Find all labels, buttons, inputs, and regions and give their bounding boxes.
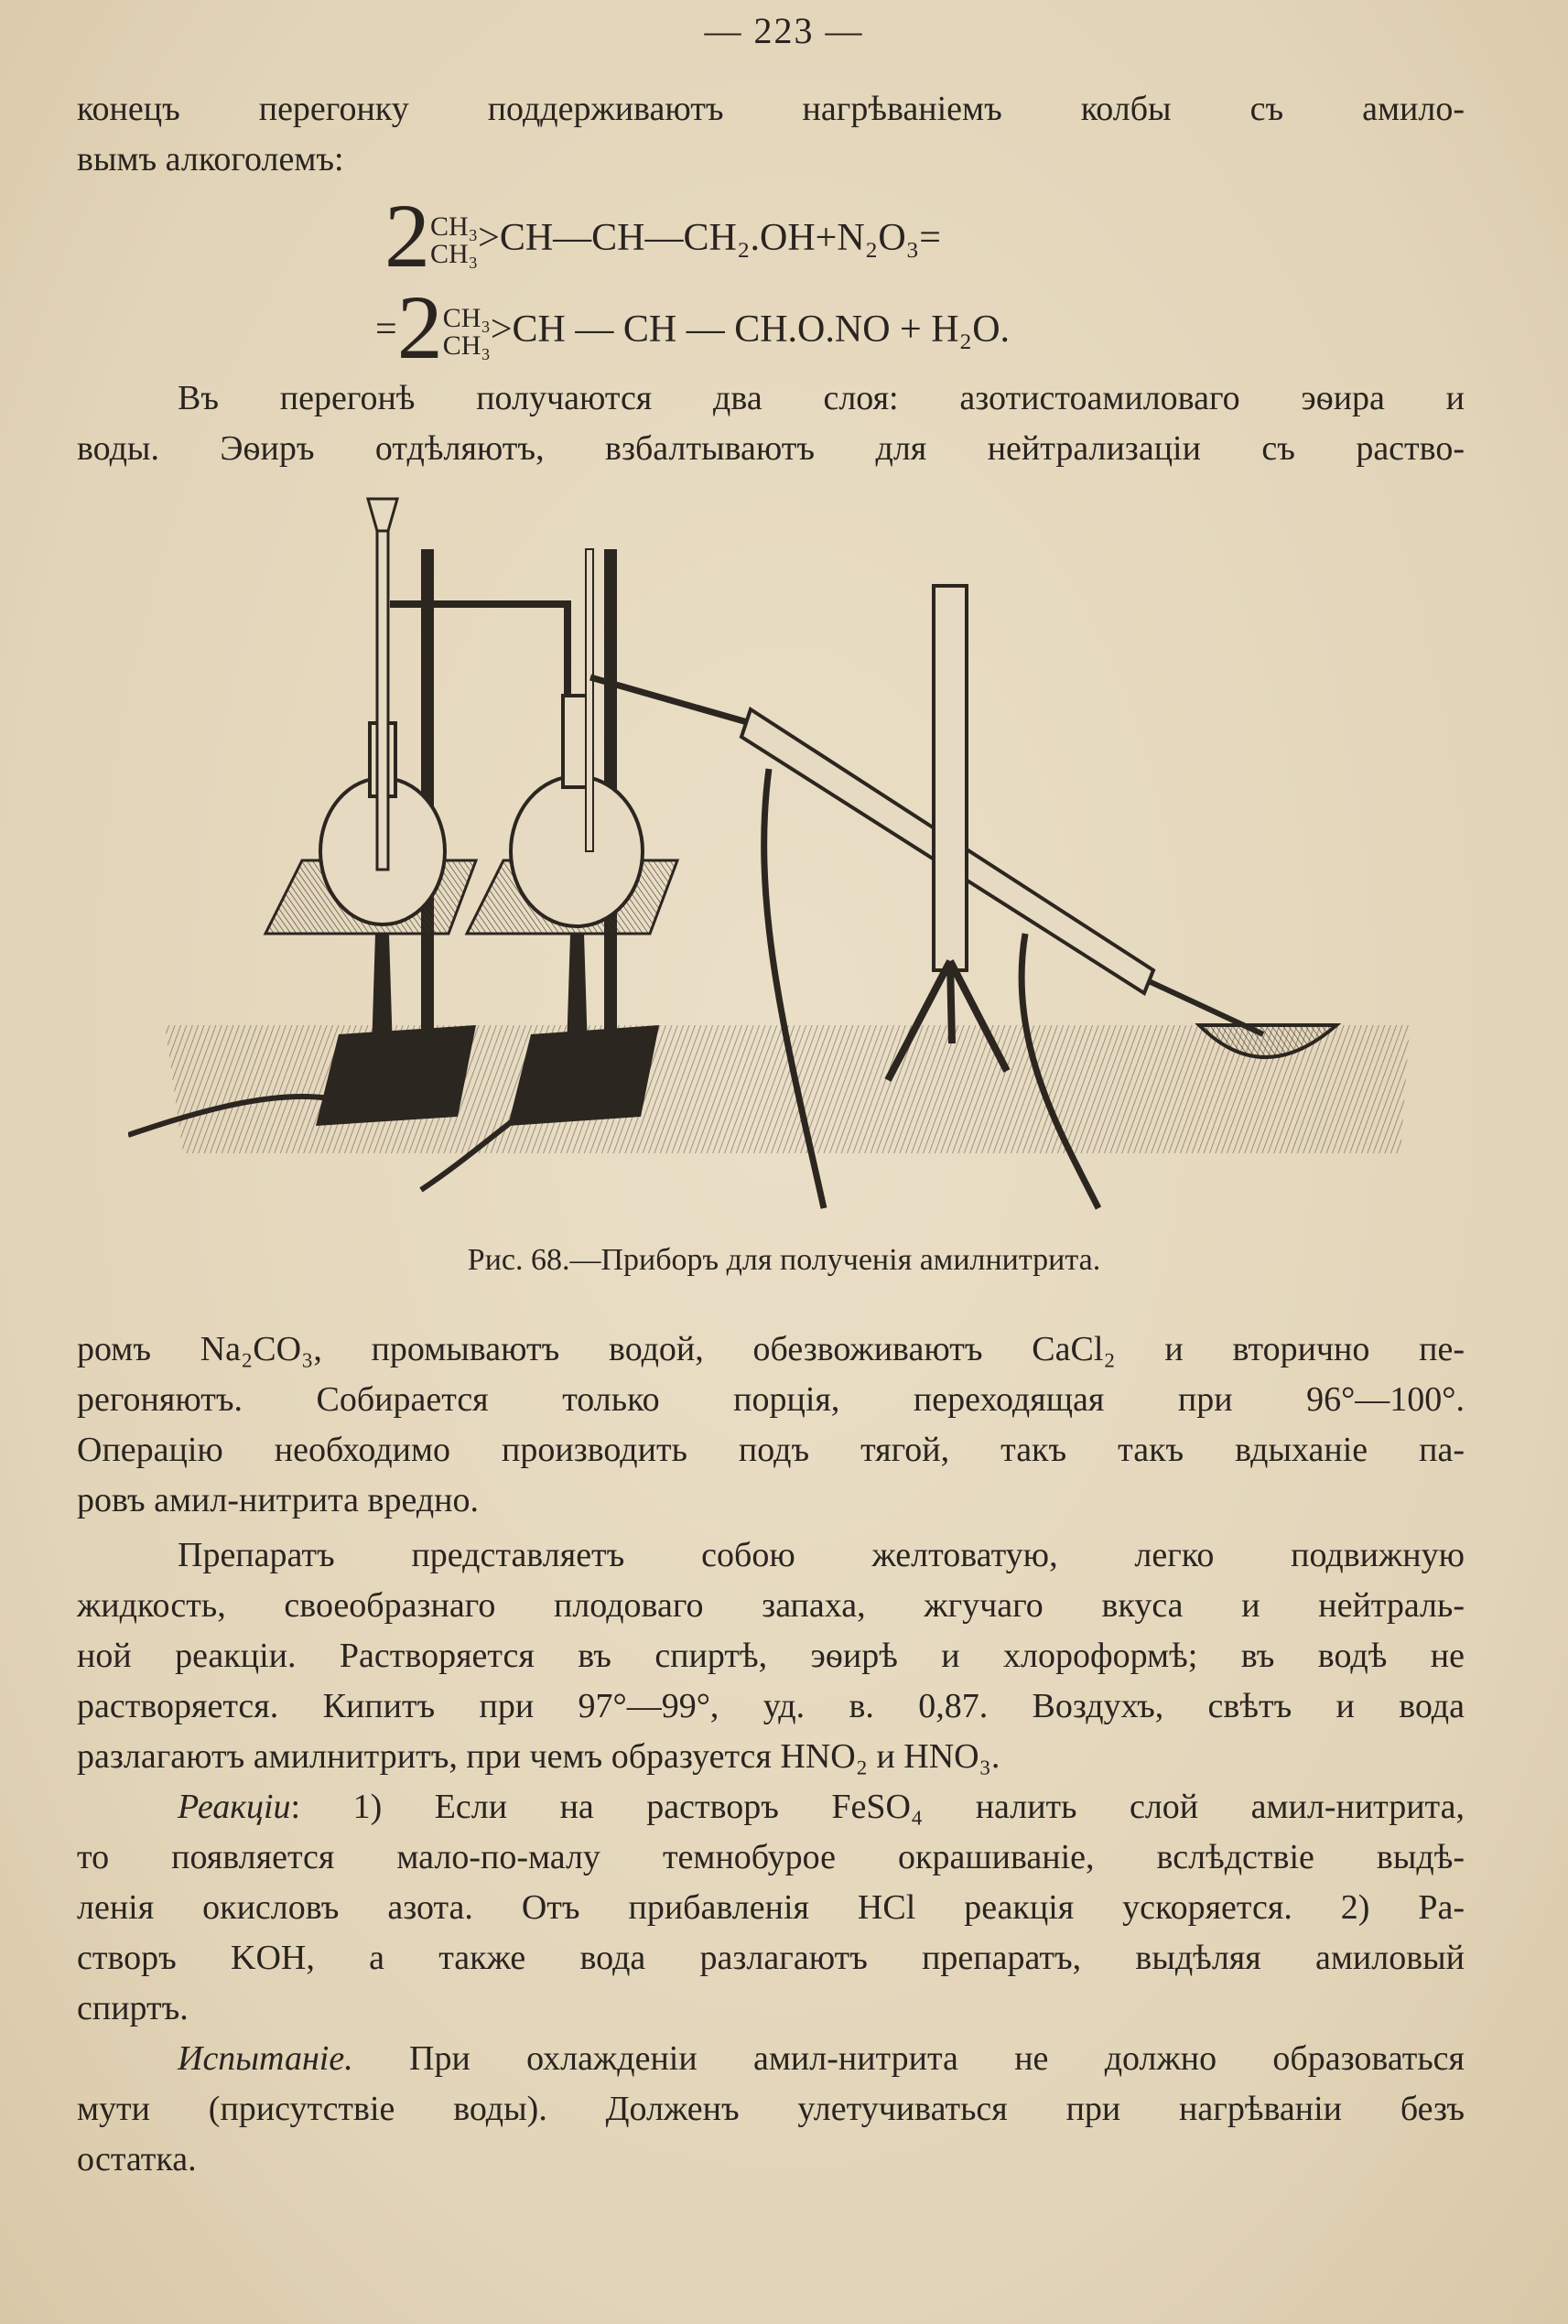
- burner-2: [566, 934, 589, 1080]
- formula-coefficient: 2: [396, 276, 443, 378]
- formula-stack-bottom: CH₃: [442, 330, 491, 362]
- paragraph-line: ной реакціи. Растворяется въ спиртѣ, эѳирѣ и хлороформѣ; въ водѣ не: [77, 1637, 1465, 1675]
- formula-rest: >CH—CH—CH₂.OH+N₂O₃=: [478, 217, 941, 259]
- stand-base-1: [316, 1025, 476, 1126]
- paragraph-line: конецъ перегонку поддерживаютъ нагрѣваніемъ колбы съ амило-: [77, 90, 1465, 128]
- paragraph-line: ленія окисловъ азота. Отъ прибавленія HCl реакція ускоряется. 2) Ра-: [77, 1888, 1465, 1927]
- formula-coefficient: 2: [384, 185, 430, 286]
- paragraph-line: регоняютъ. Собирается только порція, переходящая при 96°—100°.: [77, 1380, 1465, 1419]
- paragraph-text: : 1) Если на растворъ FeSO₄ налить слой амил-нитрита,: [290, 1788, 1465, 1826]
- paragraph-text: При охлажденіи амил-нитрита не должно образоваться: [352, 2039, 1465, 2078]
- paragraph-line: Въ перегонѣ получаются два слоя: азотистоамиловаго эѳира и: [178, 379, 1465, 417]
- test-label: Испытаніе.: [178, 2039, 353, 2078]
- paragraph-line: спиртъ.: [77, 1989, 189, 2027]
- paragraph-line: вымъ алкоголемъ:: [77, 140, 344, 178]
- flask-2: [511, 776, 643, 926]
- paragraph-line: остатка.: [77, 2140, 197, 2178]
- burner-1: [371, 934, 394, 1080]
- formula-rest: >CH — CH — CH.O.NO + H₂O.: [490, 308, 1011, 351]
- apparatus-illustration: [128, 494, 1428, 1217]
- figure-caption: Рис. 68.—Приборъ для полученія амилнитрита.: [467, 1243, 1101, 1277]
- reactions-label: Реакціи: [178, 1788, 291, 1826]
- formula-line-2: [375, 275, 1010, 380]
- formula-stack: [430, 213, 478, 268]
- funnel-top: [368, 499, 397, 531]
- formula-prefix: =: [375, 308, 397, 351]
- paragraph-line: ровъ амил-нитрита вредно.: [77, 1481, 480, 1519]
- funnel-tube: [377, 503, 388, 870]
- formula-line-1: [384, 183, 941, 288]
- paragraph-line: створъ KOH, а также вода разлагаютъ препаратъ, выдѣляя амиловый: [77, 1939, 1465, 1977]
- connecting-tube: [390, 604, 568, 714]
- formula-stack-bottom: CH₃: [430, 239, 479, 270]
- paragraph-line: Операцію необходимо производить подъ тягой, такъ такъ вдыханіе па-: [77, 1431, 1465, 1469]
- paragraph-line: то появляется мало-по-малу темнобурое окрашиваніе, вслѣдствіе выдѣ-: [77, 1838, 1465, 1876]
- formula-stack-top: CH₃: [442, 303, 491, 334]
- thermometer: [586, 549, 593, 851]
- receiver-stand: [934, 586, 967, 970]
- formula-stack-top: CH₃: [430, 211, 479, 243]
- paragraph-line: [77, 2034, 1465, 2084]
- formula-stack: [443, 305, 491, 360]
- paragraph-line: растворяется. Кипитъ при 97°—99°, уд. в. 0,87. Воздухъ, свѣтъ и вода: [77, 1687, 1465, 1725]
- paragraph-line: воды. Эѳиръ отдѣляютъ, взбалтываютъ для нейтрализаціи съ раство-: [77, 429, 1465, 468]
- page-number: — 223 —: [704, 10, 864, 51]
- paragraph-line: ромъ Na₂CO₃, промываютъ водой, обезвоживаютъ CaCl₂ и вторично пе-: [77, 1330, 1465, 1368]
- paragraph-line: жидкость, своеобразнаго плодоваго запаха, жгучаго вкуса и нейтраль-: [77, 1586, 1465, 1625]
- paragraph-line: разлагаютъ амилнитритъ, при чемъ образуется HNO₂ и HNO₃.: [77, 1737, 1000, 1776]
- paragraph-line: [77, 1782, 1465, 1832]
- paragraph-line: Препаратъ представляетъ собою желтоватую, легко подвижную: [178, 1536, 1465, 1574]
- paragraph-line: мути (присутствіе воды). Долженъ улетучиваться при нагрѣваніи безъ: [77, 2090, 1465, 2128]
